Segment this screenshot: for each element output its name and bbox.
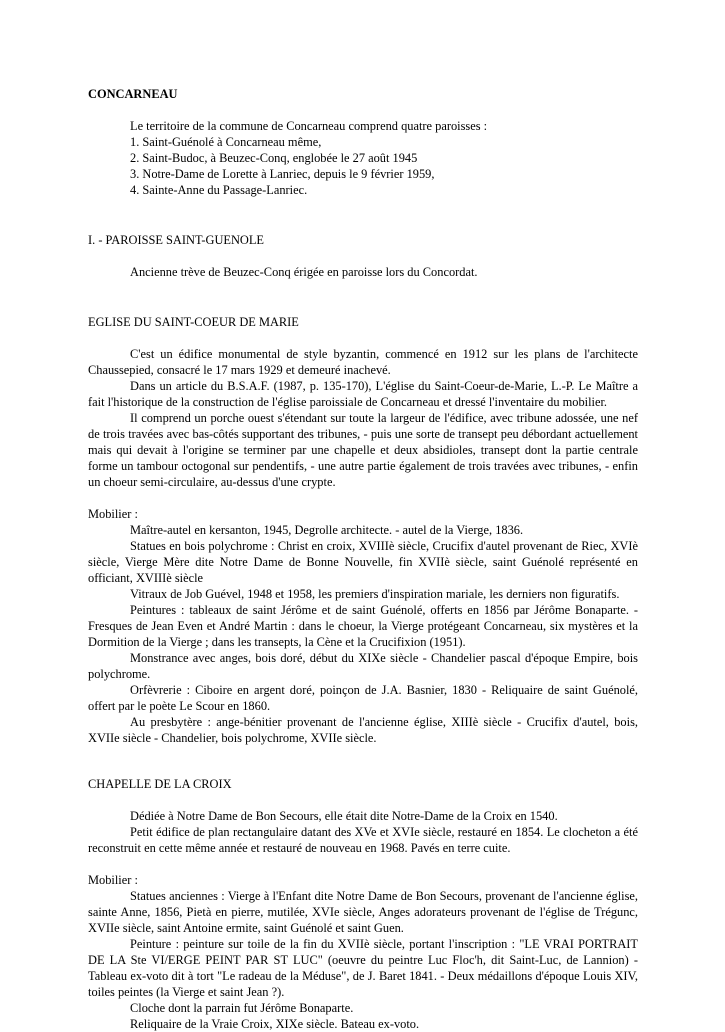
eglise-paragraph: Dans un article du B.S.A.F. (1987, p. 135-170), L'église du Saint-Coeur-de-Marie, L.-P. Le Maître a fait l'historique de la construction de l'église paroissiale de Concarneau et dressé l'inventaire du mobilier. bbox=[88, 379, 638, 409]
eglise-paragraph: C'est un édifice monumental de style byzantin, commencé en 1912 sur les plans de l'architecte Chaussepied, consacré le 17 mars 1929 et demeuré inachevé. bbox=[88, 347, 638, 377]
mobilier-entry: Peintures : tableaux de saint Jérôme et de saint Guénolé, offerts en 1856 par Jérôme Bonaparte. - Fresques de Jean Even et André Martin : dans le choeur, la Vierge protégeant Concarneau, six mystères et la Dormition de la Vierge ; dans les transepts, la Cène et la Crucifixion (1951). bbox=[88, 603, 638, 649]
intro-block bbox=[88, 118, 638, 198]
document-page bbox=[88, 86, 638, 1032]
document-title: CONCARNEAU bbox=[88, 87, 178, 101]
paroisse-text: Ancienne trève de Beuzec-Conq érigée en paroisse lors du Concordat. bbox=[130, 265, 478, 279]
mobilier-entry: Peinture : peinture sur toile de la fin du XVIIè siècle, portant l'inscription : "LE VRAI PORTRAIT DE LA Ste VI/ERGE PEINT PAR ST LUC" (oeuvre du peintre Luc Floc'h, dit Saint-Luc, de Lannion) - Tableau ex-voto dit à tort "Le radeau de la Méduse", de J. Baret 1841. - Deux médaillons d'époque Louis XIV, toiles peintes (la Vierge et saint Jean ?). bbox=[88, 937, 638, 999]
intro-lead: Le territoire de la commune de Concarneau comprend quatre paroisses : bbox=[130, 119, 488, 133]
eglise-paragraph: Il comprend un porche ouest s'étendant sur toute la largeur de l'édifice, avec tribune adossée, une nef de trois travées avec bas-côtés supportant des tribunes, - puis une sorte de transept peu débordant actuellement mais qui devait à l'origine se terminer par une chapelle et deux absidioles, transept dont la partie centrale forme un tambour octogonal sur pendentifs, - une autre partie également de trois travées avec tribunes, - enfin un choeur semi-circulaire, au-dessus d'une crypte. bbox=[88, 411, 638, 489]
mobilier-entry: Statues en bois polychrome : Christ en croix, XVIIIè siècle, Crucifix d'autel provenant de Riec, XVIè siècle, Vierge Mère dite Notre Dame de Bonne Nouvelle, fin XVIIè siècle, saint Guénolé représenté en officiant, XVIIIè siècle bbox=[88, 539, 638, 585]
section-heading-eglise: EGLISE DU SAINT-COEUR DE MARIE bbox=[88, 315, 299, 329]
mobilier-entry: Vitraux de Job Guével, 1948 et 1958, les premiers d'inspiration mariale, les derniers non figuratifs. bbox=[130, 587, 620, 601]
mobilier-entry: Orfèvrerie : Ciboire en argent doré, poinçon de J.A. Basnier, 1830 - Reliquaire de saint Guénolé, offert par le poète Le Scour en 1860. bbox=[88, 683, 638, 713]
parish-list-item: 3. Notre-Dame de Lorette à Lanriec, depuis le 9 février 1959, bbox=[130, 167, 435, 181]
mobilier-entry: Reliquaire de la Vraie Croix, XIXe siècle. Bateau ex-voto. bbox=[130, 1017, 420, 1031]
mobilier-entry: Monstrance avec anges, bois doré, début du XIXe siècle - Chandelier pascal d'époque Empire, bois polychrome. bbox=[88, 651, 638, 681]
chapelle-paragraph: Petit édifice de plan rectangulaire datant des XVe et XVIe siècle, restauré en 1854. Le clocheton a été reconstruit en cette même année et restauré de nouveau en 1968. Pavés en terre cuite. bbox=[88, 825, 638, 855]
mobilier-entry: Statues anciennes : Vierge à l'Enfant dite Notre Dame de Bon Secours, provenant de l'ancienne église, sainte Anne, 1856, Pietà en pierre, mutilée, XVIe siècle, Anges adorateurs provenant de l'église de Trégunc, XVIIe siècle, saint Antoine ermite, saint Guénolé et saint Guen. bbox=[88, 889, 638, 935]
mobilier-entry: Maître-autel en kersanton, 1945, Degrolle architecte. - autel de la Vierge, 1836. bbox=[130, 523, 524, 537]
parish-list-item: 1. Saint-Guénolé à Concarneau même, bbox=[130, 135, 322, 149]
section-heading-paroisse: I. - PAROISSE SAINT-GUENOLE bbox=[88, 233, 265, 247]
section-heading-chapelle: CHAPELLE DE LA CROIX bbox=[88, 777, 232, 791]
mobilier-label: Mobilier : bbox=[88, 873, 138, 887]
mobilier-entry: Au presbytère : ange-bénitier provenant de l'ancienne église, XIIIè siècle - Crucifix d'autel, bois, XVIIe siècle - Chandelier, bois polychrome, XVIIe siècle. bbox=[88, 715, 638, 745]
mobilier-entry: Cloche dont la parrain fut Jérôme Bonaparte. bbox=[130, 1001, 354, 1015]
chapelle-paragraph: Dédiée à Notre Dame de Bon Secours, elle était dite Notre-Dame de la Croix en 1540. bbox=[130, 809, 558, 823]
parish-list-item: 2. Saint-Budoc, à Beuzec-Conq, englobée le 27 août 1945 bbox=[130, 151, 418, 165]
mobilier-label: Mobilier : bbox=[88, 507, 138, 521]
parish-list-item: 4. Sainte-Anne du Passage-Lanriec. bbox=[130, 183, 308, 197]
